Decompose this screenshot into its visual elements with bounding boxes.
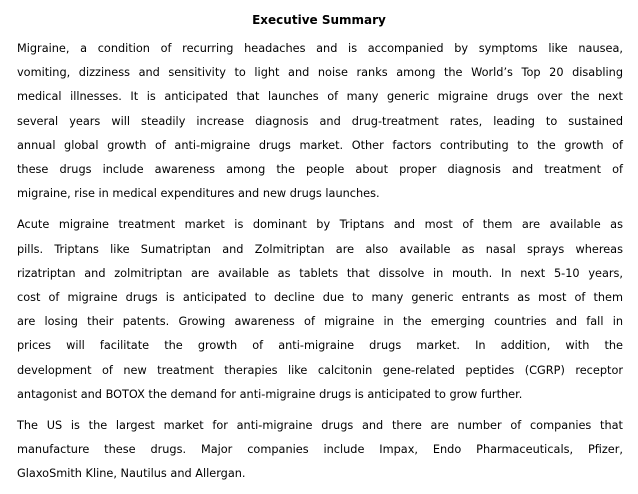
text-line: Acute migraine treatment market is dominant by Triptans and most of them are available as xyxy=(17,218,623,232)
text-line: antagonist and BOTOX the demand for anti-migraine drugs is anticipated to grow further. xyxy=(17,387,523,401)
text-line: cost of migraine drugs is anticipated to decline due to many generic entrants as most of them xyxy=(17,291,623,305)
text-line: annual global growth of anti-migraine drugs market. Other factors contributing to the growth of xyxy=(17,138,623,152)
page-title: Executive Summary xyxy=(252,13,386,27)
document-body xyxy=(17,37,623,494)
text-line: are losing their patents. Growing awareness of migraine in the emerging countries and fall in xyxy=(17,315,623,329)
text-line: development of new treatment therapies like calcitonin gene-related peptides (CGRP) receptor xyxy=(17,363,623,377)
paragraph-3 xyxy=(17,414,623,487)
text-line: prices will facilitate the growth of anti-migraine drugs market. In addition, with the xyxy=(17,339,623,353)
text-line: pills. Triptans like Sumatriptan and Zolmitriptan are also available as nasal sprays whereas xyxy=(17,242,623,256)
paragraph-2 xyxy=(17,213,623,407)
text-line: these drugs include awareness among the people about proper diagnosis and treatment of xyxy=(17,163,623,177)
text-line: The US is the largest market for anti-migraine drugs and there are number of companies that xyxy=(17,419,623,433)
text-line: migraine, rise in medical expenditures and new drugs launches. xyxy=(17,187,380,201)
text-line: manufacture these drugs. Major companies include Impax, Endo Pharmaceuticals, Pfizer, xyxy=(17,443,623,457)
text-line: medical illnesses. It is anticipated that launches of many generic migraine drugs over the next xyxy=(17,90,623,104)
text-line: GlaxoSmith Kline, Nautilus and Allergan. xyxy=(17,467,246,481)
text-line: vomiting, dizziness and sensitivity to light and noise ranks among the World’s Top 20 disabling xyxy=(17,66,623,80)
text-line: Migraine, a condition of recurring headaches and is accompanied by symptoms like nausea, xyxy=(17,42,623,55)
text-line: several years will steadily increase diagnosis and drug-treatment rates, leading to sustained xyxy=(17,114,623,128)
text-line: rizatriptan and zolmitriptan are available as tablets that dissolve in mouth. In next 5-10 years, xyxy=(17,266,623,280)
paragraph-1 xyxy=(17,37,623,206)
